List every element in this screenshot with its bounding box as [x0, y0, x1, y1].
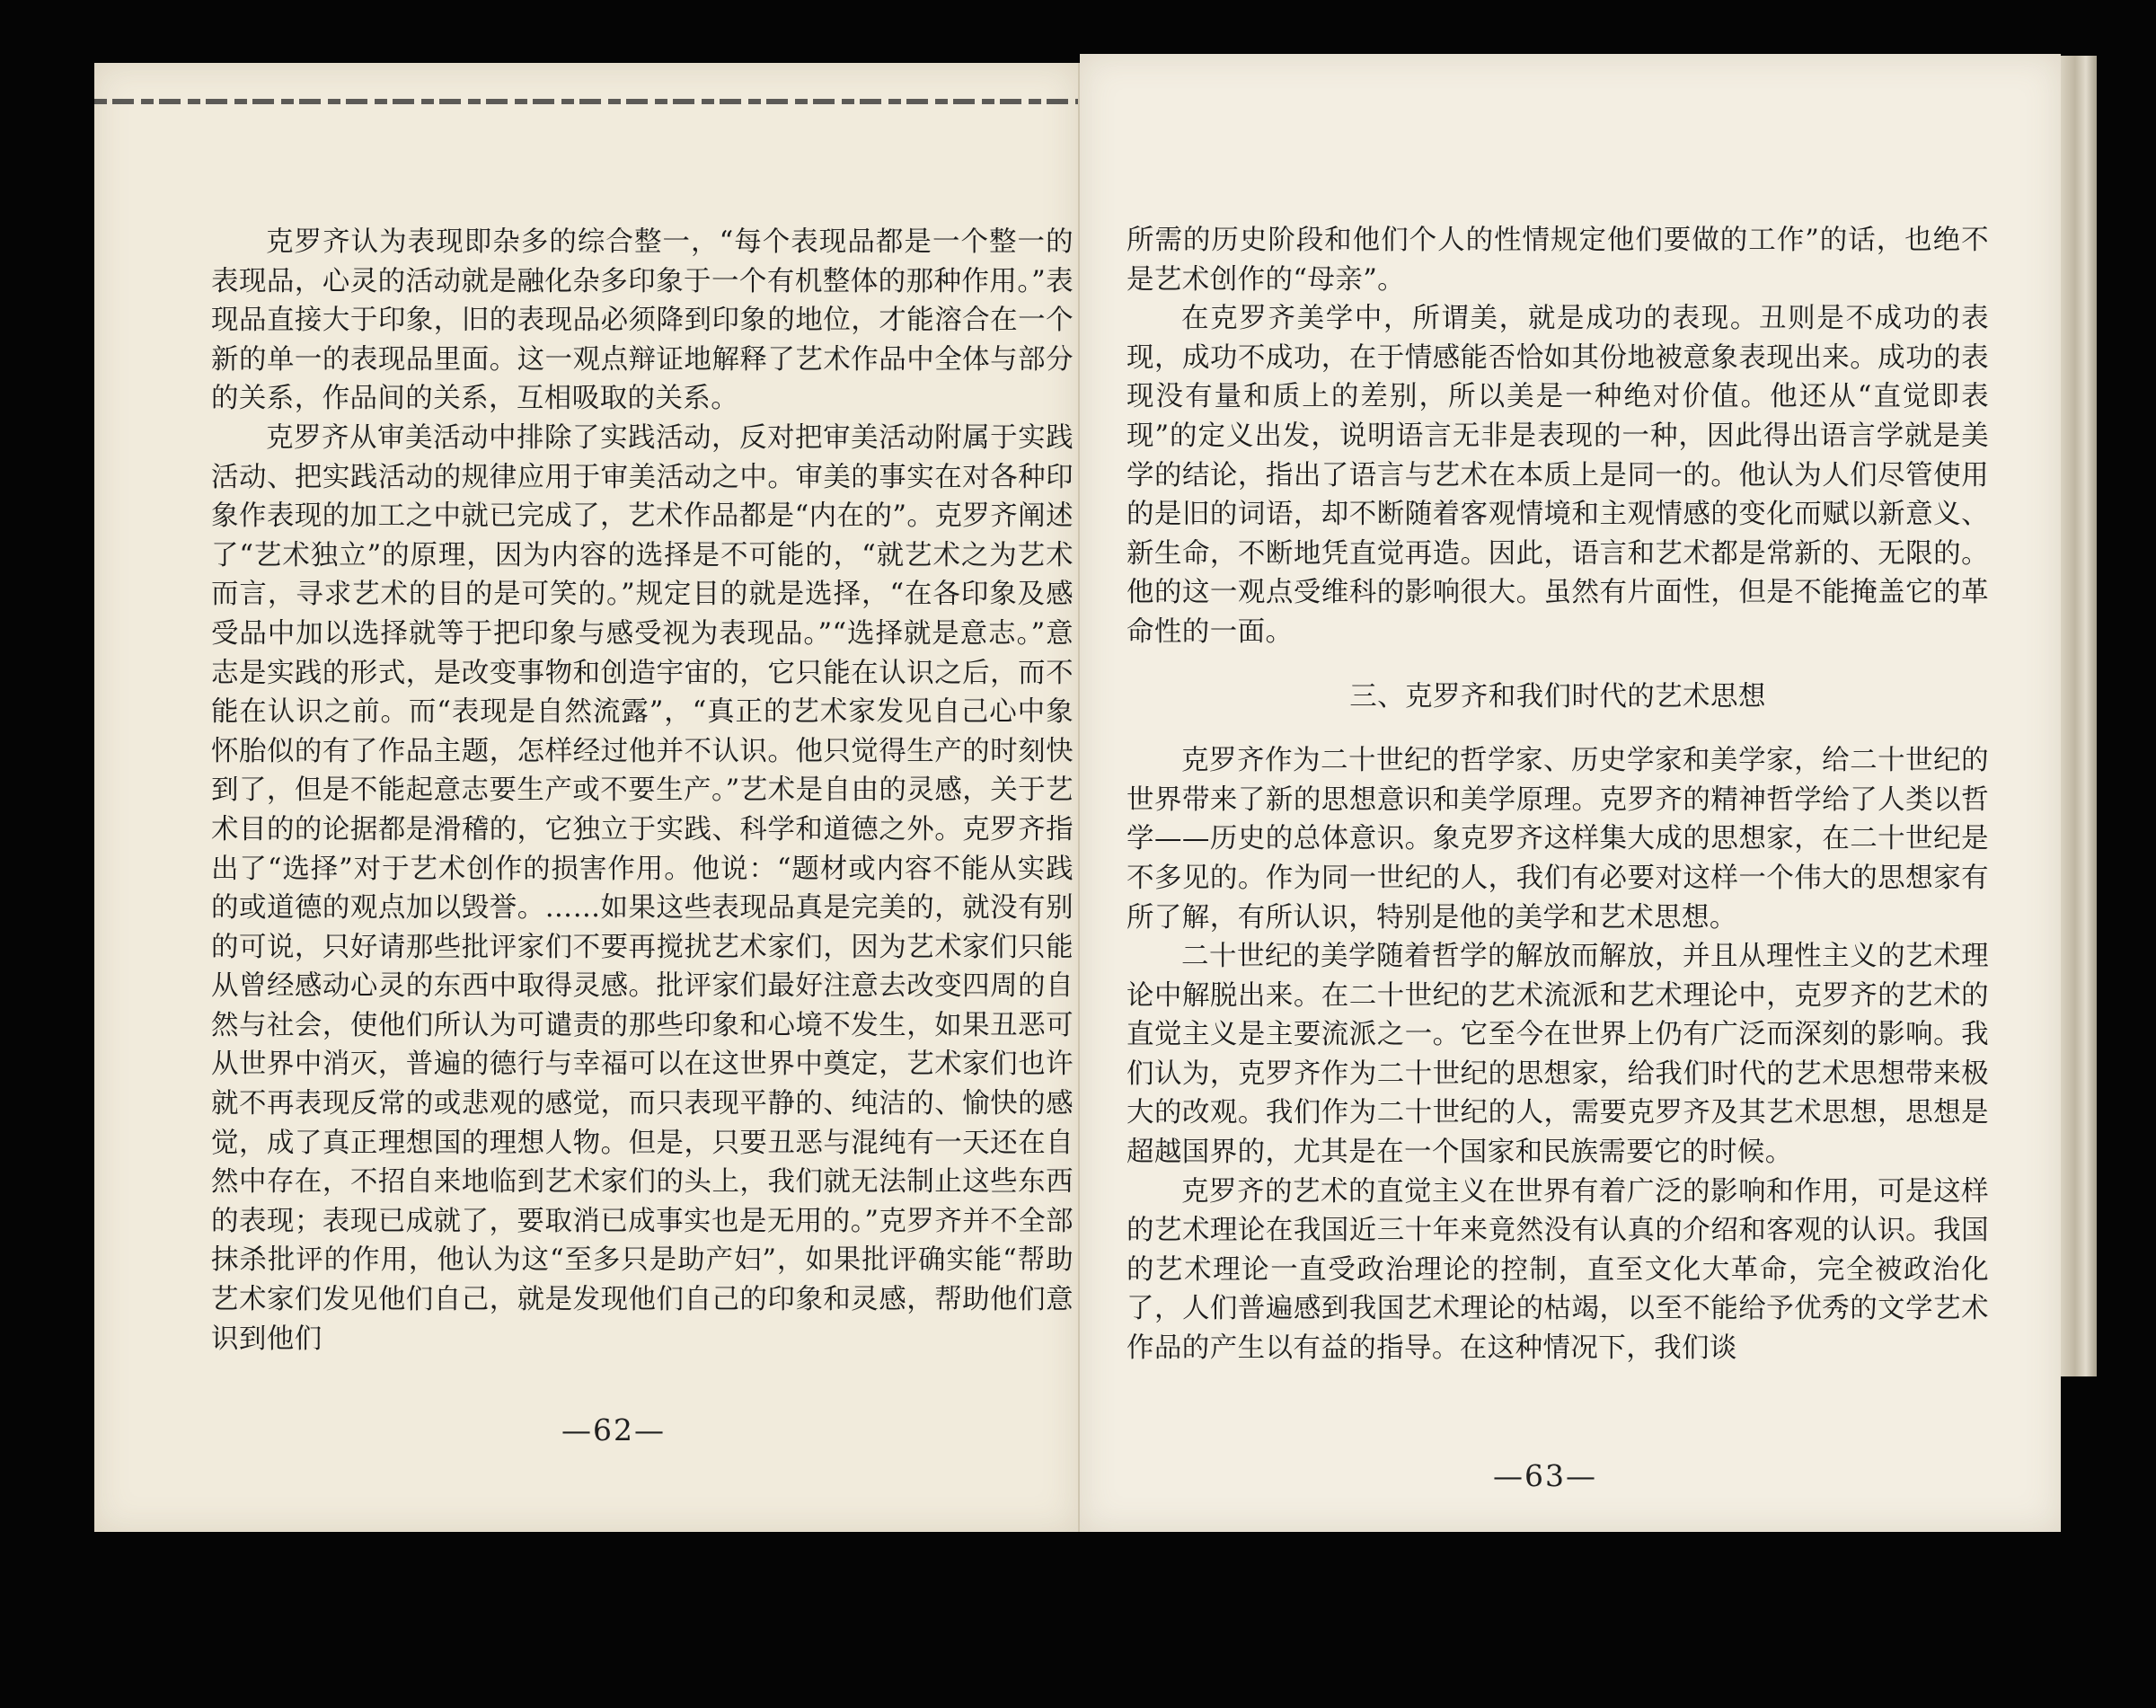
paragraph: 在克罗齐美学中，所谓美，就是成功的表现。丑则是不成功的表现，成功不成功，在于情感能否恰如其份地被意象表现出来。成功的表现没有量和质上的差别，所以美是一种绝对价值。他还从“直觉即表现”的定义出发，说明语言无非是表现的一种，因此得出语言学就是美学的结论，指出了语言与艺术在本质上是同一的。他认为人们尽管使用的是旧的词语，却不断随着客观情境和主观情感的变化而赋以新意义、新生命，不断地凭直觉再造。因此，语言和艺术都是常新的、无限的。他的这一观点受维科的影响很大。虽然有片面性，但是不能掩盖它的革命性的一面。: [1127, 303, 1989, 648]
left-page: [94, 63, 1080, 1532]
paragraph: 克罗齐从审美活动中排除了实践活动，反对把审美活动附属于实践活动、把实践活动的规律应用于审美活动之中。审美的事实在对各种印象作表现的加工之中就已完成了，艺术作品都是“内在的”。克罗齐阐述了“艺术独立”的原理，因为内容的选择是不可能的，“就艺术之为艺术而言，寻求艺术的目的是可笑的。”规定目的就是选择，“在各印象及感受品中加以选择就等于把印象与感受视为表现品。”“选择就是意志。”意志是实践的形式，是改变事物和创造宇宙的，它只能在认识之后，而不能在认识之前。而“表现是自然流露”，“真正的艺术家发见自己心中象怀胎似的有了作品主题，怎样经过他并不认识。他只觉得生产的时刻快到了，但是不能起意志要生产或不要生产。”艺术是自由的灵感，关于艺术目的的论据都是滑稽的，它独立于实践、科学和道德之外。克罗齐指出了“选择”对于艺术创作的损害作用。他说：“题材或内容不能从实践的或道德的观点加以毁誉。……如果这些表现品真是完美的，就没有别的可说，只好请那些批评家们不要再搅扰艺术家们，因为艺术家们只能从曾经感动心灵的东西中取得灵感。批评家们最好注意去改变四周的自然与社会，使他们所认为可谴责的那些印象和心境不发生，如果丑恶可从世界中消灭，普遍的德行与幸福可以在这世界中奠定，艺术家们也许就不再表现反常的或悲观的感觉，而只表现平静的、纯洁的、愉快的感觉，成了真正理想国的理想人物。但是，只要丑恶与混纯有一天还在自然中存在，不招自来地临到艺术家们的头上，我们就无法制止这些东西的表现；表现已成就了，要取消已成事实也是无用的。”克罗齐并不全部抹杀批评的作用，他认为这“至多只是助产妇”，如果批评确实能“帮助艺术家们发见他们自己，就是发现他们自己的印象和灵感，帮助他们意识到他们: [211, 421, 1074, 1355]
left-page-body: [211, 223, 1074, 1358]
paragraph: 所需的历史阶段和他们个人的性情规定他们要做的工作”的话，也绝不是艺术创作的“母亲”。: [1127, 225, 1989, 296]
paragraph: 克罗齐认为表现即杂多的综合整一，“每个表现品都是一个整一的表现品，心灵的活动就是融化杂多印象于一个有机整体的那种作用。”表现品直接大于印象，旧的表现品必须降到印象的地位，才能溶合在一个新的单一的表现品里面。这一观点辩证地解释了艺术作品中全体与部分的关系，作品间的关系，互相吸取的关系。: [211, 226, 1074, 415]
right-page-body: [1127, 221, 1989, 1368]
page-number: —63—: [1493, 1458, 1597, 1493]
paragraph: 克罗齐的艺术的直觉主义在世界有着广泛的影响和作用，可是这样的艺术理论在我国近三十年来竟然没有认真的介绍和客观的认识。我国的艺术理论一直受政治理论的控制，直至文化大革命，完全被政治化了，人们普遍感到我国艺术理论的枯竭，以至不能给予优秀的文学艺术作品的产生以有益的指导。在这种情况下，我们谈: [1127, 1175, 1989, 1365]
page-number: —62—: [561, 1412, 666, 1447]
paragraph: 二十世纪的美学随着哲学的解放而解放，并且从理性主义的艺术理论中解脱出来。在二十世纪的艺术流派和艺术理论中，克罗齐的艺术的直觉主义是主要流派之一。它至今在世界上仍有广泛而深刻的影响。我们认为，克罗齐作为二十世纪的思想家，给我们时代的艺术思想带来极大的改观。我们作为二十世纪的人，需要克罗齐及其艺术思想，思想是超越国界的，尤其是在一个国家和民族需要它的时候。: [1127, 941, 1989, 1169]
right-page: [1080, 54, 2061, 1532]
section-heading: 三、克罗齐和我们时代的艺术思想: [1349, 680, 1766, 712]
paragraph: 克罗齐作为二十世纪的哲学家、历史学家和美学家，给二十世纪的世界带来了新的思想意识和美学原理。克罗齐的精神哲学给了人类以哲学——历史的总体意识。象克罗齐这样集大成的思想家，在二十世纪是不多见的。作为同一世纪的人，我们有必要对这样一个伟大的思想家有所了解，有所认识，特别是他的美学和艺术思想。: [1127, 745, 1989, 934]
page-stack-edge: [2061, 56, 2097, 1376]
top-border-rule: [94, 99, 1078, 104]
